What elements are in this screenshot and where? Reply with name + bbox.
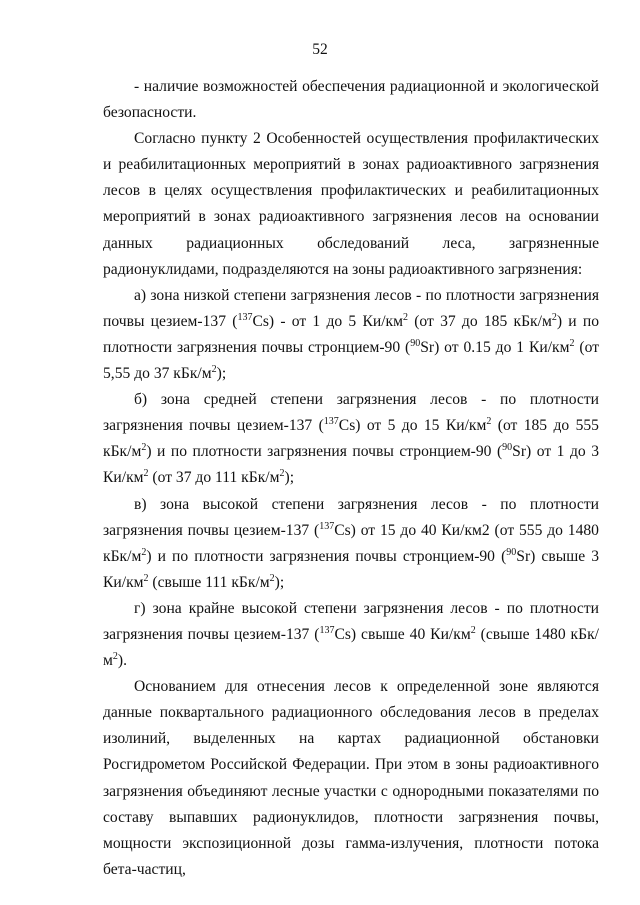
superscript: 2	[141, 442, 147, 454]
page-number: 52	[312, 41, 328, 58]
superscript: 137	[319, 520, 335, 532]
text-run: (от 37 до 111 кБк/м	[148, 469, 280, 487]
text-run: а) зона низкой степени загрязнения лесов - по плотности загрязнения почвы цезием-137 (	[103, 286, 599, 330]
superscript: 2	[211, 364, 217, 376]
text-run: Cs) от 5 до 15 Ки/км	[338, 417, 487, 435]
superscript: 137	[237, 311, 253, 323]
text-run: Cs) - от 1 до 5 Ки/км	[252, 312, 403, 330]
superscript: 90	[506, 546, 517, 558]
text-run: Основанием для отнесения лесов к определенной зоне являются данные поквартального радиационного обследования лесов в пределах изолиний, выделенных на картах радиационной обстановки Росгидрометом Российской Федерации. При этом в зоны радиоактивного загрязнения объединяют лесные участки с однородными показателями по составу выпавших радионуклидов, плотности загрязнения почвы, мощности экспозиционной дозы гамма-излучения, плотности потока бета-частиц,	[103, 678, 599, 878]
superscript: 2	[269, 572, 275, 584]
paragraph-safety	[103, 74, 599, 126]
text-run: (от 185 до 555 кБк/м	[103, 417, 599, 461]
paragraph-zone-low	[103, 283, 599, 387]
paragraph-zone-very-high	[103, 596, 599, 674]
superscript: 2	[486, 416, 492, 428]
paragraph-zone-classification-intro	[103, 126, 599, 283]
superscript: 2	[403, 311, 408, 323]
paragraph-zone-high	[103, 492, 599, 596]
superscript: 90	[502, 442, 513, 454]
text-run: б) зона средней степени загрязнения лесов - по плотности загрязнения почвы цезием-137 (	[103, 391, 599, 435]
text-run: г) зона крайне высокой степени загрязнения лесов - по плотности загрязнения почвы цезием-137 (	[103, 599, 599, 643]
paragraph-basis	[103, 674, 599, 883]
text-run: (свыше 1480 кБк/м	[103, 625, 599, 670]
superscript: 2	[551, 311, 557, 323]
text-run: );	[274, 573, 285, 591]
superscript: 2	[112, 651, 118, 663]
superscript: 2	[279, 468, 285, 480]
text-run: (от 37 до 185 кБк/м	[408, 312, 552, 330]
superscript: 2	[143, 468, 149, 480]
superscript: 2	[143, 572, 149, 584]
text-run: Cs) от 15 до 40 Ки/км2 (от 555 до 1480 кБк/м	[103, 521, 599, 565]
superscript: 90	[410, 337, 421, 349]
body-text	[103, 74, 599, 883]
superscript: 137	[323, 416, 339, 428]
superscript: 2	[141, 546, 147, 558]
text-run: Согласно пункту 2 Особенностей осуществления профилактических и реабилитационных мероприятий в зонах радиоактивного загрязнения лесов в целях осуществления профилактических и реабилитационных мероприятий в зонах радиоактивного загрязнения лесов на основании данных радиационных обследований леса, загрязненные радионуклидами, подразделяются на зоны радиоактивного загрязнения:	[103, 130, 599, 278]
paragraph-zone-medium	[103, 387, 599, 491]
superscript: 2	[470, 624, 476, 636]
text-run: ) и по плотности загрязнения почвы стронцием-90 (	[146, 547, 507, 565]
text-run: - наличие возможностей обеспечения радиационной и экологической безопасности.	[103, 78, 599, 122]
text-run: );	[284, 469, 295, 487]
text-run: Sr) свыше 3 Ки/км	[103, 547, 600, 591]
text-run: (свыше 111 кБк/м	[148, 573, 270, 591]
text-run: ) и по плотности загрязнения почвы стронцием-90 (	[146, 443, 503, 461]
text-run: (от 5,55 до 37 кБк/м	[103, 338, 600, 383]
superscript: 137	[319, 624, 335, 636]
text-run: Sr) от 0.15 до 1 Ки/км	[420, 338, 570, 356]
text-run: ) и по плотности загрязнения почвы стронцием-90 (	[103, 312, 599, 356]
text-run: Sr) от 1 до 3 Ки/км	[103, 443, 599, 487]
text-run: ).	[117, 652, 127, 670]
text-run: в) зона высокой степени загрязнения лесов - по плотности загрязнения почвы цезием-137 (	[103, 495, 599, 539]
text-run: );	[216, 365, 227, 383]
superscript: 2	[569, 337, 575, 349]
text-run: Cs) свыше 40 Ки/км	[334, 625, 471, 643]
